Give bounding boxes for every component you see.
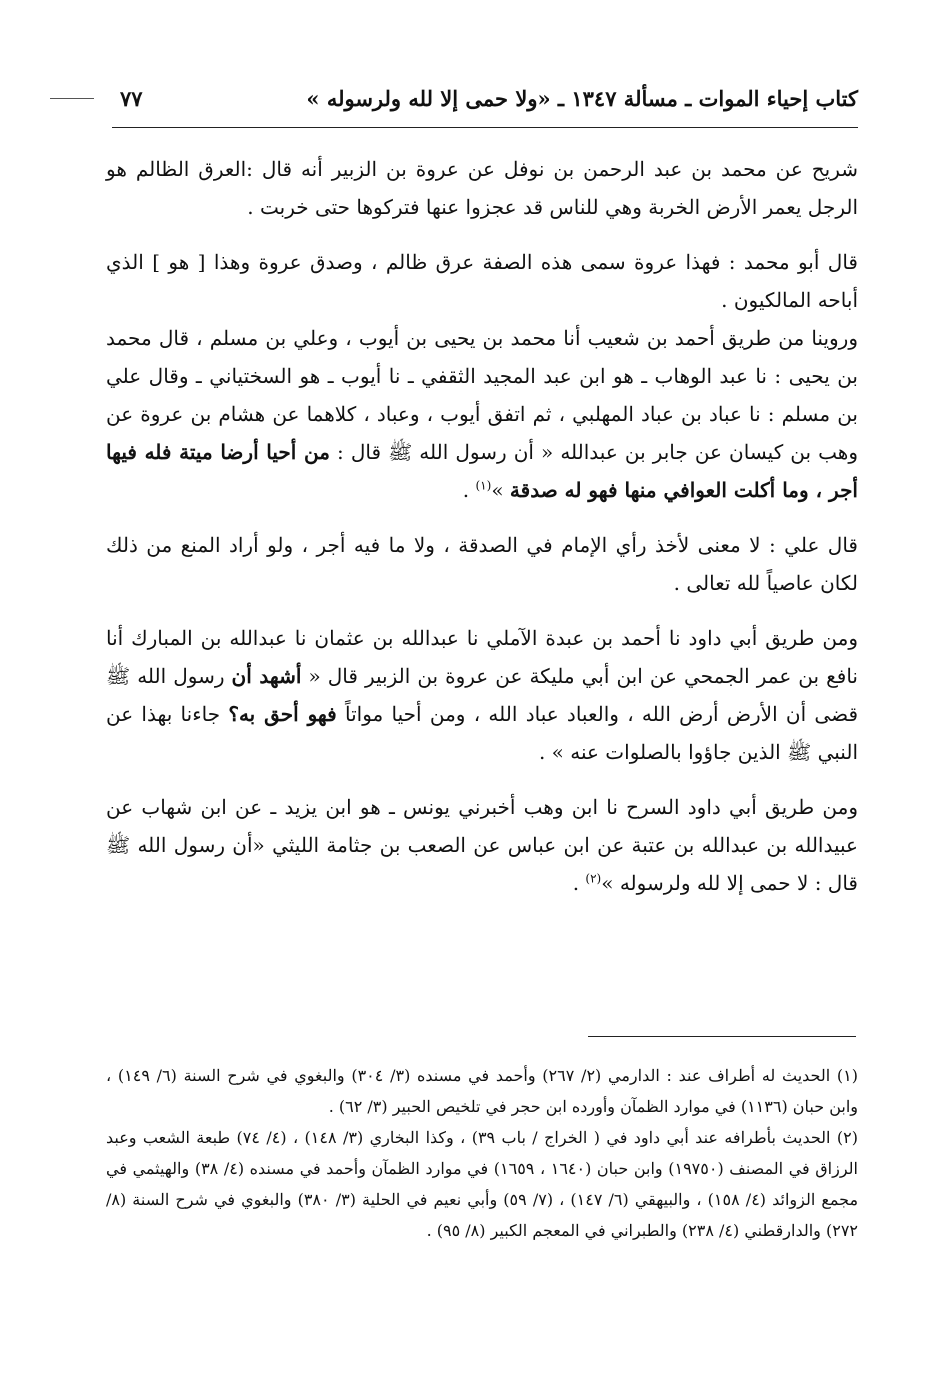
- paragraph-3-text: وروينا من طريق أحمد بن شعيب أنا محمد بن يحيى بن أيوب ، وعلي بن مسلم ، قال محمد بن يحيى : نا عبد الوهاب ـ هو ابن عبد المجيد الثقفي ـ نا أيوب ـ هو السختياني ـ وقال علي بن مسلم : نا عباد بن عباد المهلبي ، ثم اتفق أيوب ، وعباد ، كلاهما عن هشام بن عروة عن وهب بن كيسان عن جابر بن عبدالله « أن رسول الله ﷺ قال :: [106, 326, 858, 464]
- hadith-quote: من أحيا أرضا ميتة فله فيها أجر ، وما أكلت العوافي منها فهو له صدقة: [106, 440, 858, 502]
- running-header: [50, 80, 858, 122]
- quote-close: »: [491, 478, 510, 502]
- paragraph-5-mid: رسول الله ﷺ قضى أن الأرض أرض الله ، والعباد عباد الله ، ومن أحيا مواتاً: [106, 664, 859, 726]
- paragraph-5-end: جاءنا بهذا عن النبي ﷺ الذين جاؤوا بالصلوات عنه » .: [106, 702, 858, 764]
- paragraph-3-end: .: [462, 478, 476, 502]
- paragraph-6-end: .: [572, 871, 586, 895]
- header-dash-mark: [50, 98, 94, 99]
- paragraph-5: [106, 619, 858, 771]
- paragraph-5-text: ومن طريق أبي داود نا أحمد بن عبدة الآملي نا عبدالله بن عثمان نا عبدالله بن المبارك أنا نافع بن عمر الجمحي عن ابن أبي مليكة عن عروة بن الزبير قال «: [106, 626, 858, 688]
- bold-phrase-1: أشهد أن: [231, 664, 302, 688]
- page-number: ٧٧: [120, 86, 143, 111]
- paragraph-1: شريح عن محمد بن عبد الرحمن بن نوفل عن عروة بن الزبير أنه قال :العرق الظالم هو الرجل يعمر الأرض الخربة وهي للناس قد عجزوا عنها فتركوها حتى خربت .: [106, 157, 858, 219]
- main-text: [106, 150, 858, 919]
- header-rule: [112, 127, 858, 128]
- bold-phrase-2: فهو أحق به؟: [228, 702, 337, 726]
- footnote-2: (٢) الحديث بأطرافه عند أبي داود في ( الخراج / باب ٣٩) ، وكذا البخاري (٣/ ١٤٨) ، (٤/ ٧٤) طبعة الشعب وعبد الرزاق في المصنف (١٩٧٥٠) وابن حبان (١٦٤٠ ، ١٦٥٩) في موارد الظمآن وأحمد في مسنده (٤/ ٣٨) والهيثمي في مجمع الزوائد (٤/ ١٥٨) ، والبيهقي (٦/ ١٤٧) ، (٧/ ٥٩) وأبي نعيم في الحلية (٣/ ٣٨٠) والبغوي في شرح السنة (٨/ ٢٧٢) والدارقطني (٤/ ٢٣٨) والطبراني في المعجم الكبير (٨/ ٩٥) .: [106, 1128, 859, 1240]
- paragraph-6-text: ومن طريق أبي داود السرح نا ابن وهب أخبرني يونس ـ هو ابن يزيد ـ عن ابن شهاب عن عبيدالله بن عبدالله بن عتبة عن ابن عباس عن الصعب بن جثامة الليثي «أن رسول الله ﷺ قال : لا حمى إلا لله ولرسوله »: [106, 795, 858, 895]
- paragraph-3: [106, 319, 858, 509]
- footnote-rule: [588, 1036, 856, 1037]
- footnote-ref-1: (١): [475, 478, 492, 493]
- footnotes: [106, 1060, 858, 1246]
- paragraph-2: قال أبو محمد : فهذا عروة سمى هذه الصفة عرق ظالم ، وصدق عروة وهذا [ هو ] الذي أباحه المالكيون .: [106, 250, 858, 312]
- header-title: كتاب إحياء الموات ـ مسألة ١٣٤٧ ـ «ولا حمى إلا لله ولرسوله »: [306, 86, 858, 111]
- footnote-ref-2: (٢): [585, 871, 602, 886]
- footnote-1: (١) الحديث له أطراف عند : الدارمي (٢/ ٢٦٧) وأحمد في مسنده (٣/ ٣٠٤) والبغوي في شرح السنة (٦/ ١٤٩) ، وابن حبان (١١٣٦) في موارد الظمآن وأورده ابن حجر في تلخيص الحبير (٣/ ٦٢) .: [106, 1066, 858, 1116]
- paragraph-4: قال علي : لا معنى لأخذ رأي الإمام في الصدقة ، ولا ما فيه أجر ، ولو أراد المنع من ذلك لكان عاصياً لله تعالى .: [106, 533, 858, 595]
- paragraph-6: [106, 788, 858, 902]
